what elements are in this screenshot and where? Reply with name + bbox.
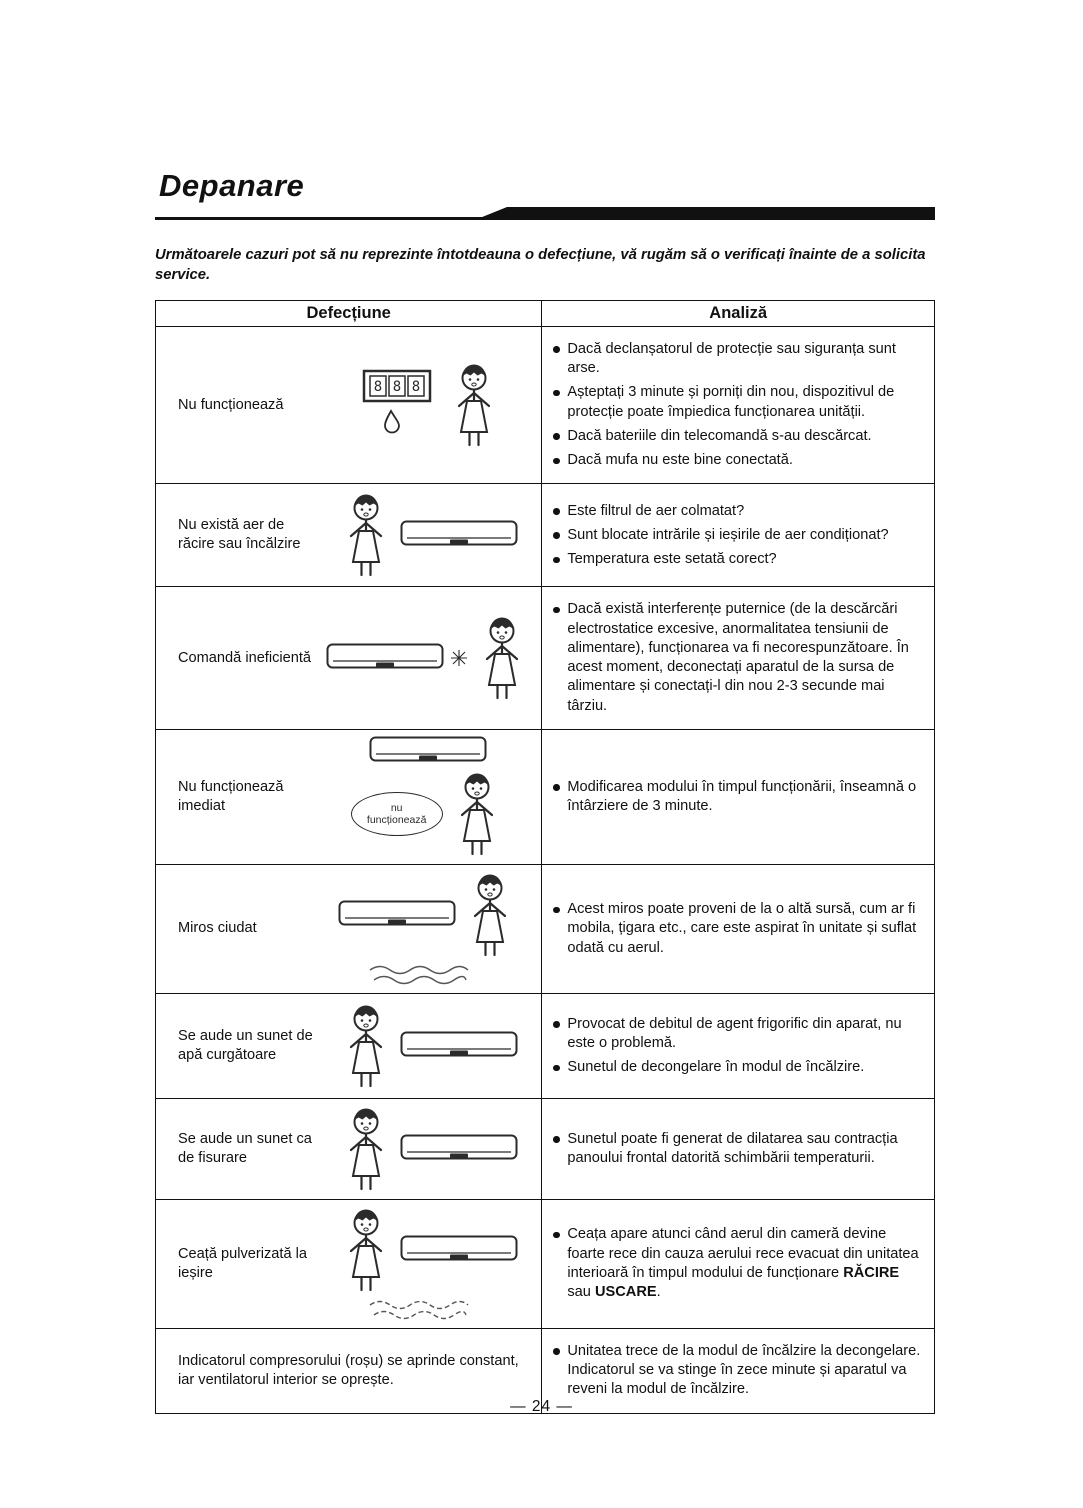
- problem-cell: [156, 1098, 542, 1199]
- analysis-cell: [542, 587, 935, 730]
- problem-label: Nu funcționează: [178, 396, 284, 413]
- svg-text:8: 8: [392, 379, 401, 396]
- odor-waves-icon: [368, 963, 488, 987]
- analysis-list: [548, 778, 924, 817]
- ac-unit-icon: [400, 1134, 518, 1164]
- person-icon: [446, 361, 502, 449]
- analysis-list: [548, 900, 924, 958]
- person-icon: [449, 770, 505, 858]
- table-row: [156, 864, 935, 993]
- analysis-cell: [542, 326, 935, 484]
- analysis-item: Sunetul poate fi generat de dilatarea sau contracția panoului frontal datorită schimbării temperaturii.: [548, 1130, 924, 1169]
- analysis-item: Dacă mufa nu este bine conectată.: [548, 451, 924, 470]
- ac-unit-icon: [400, 520, 518, 550]
- analysis-item: Dacă declanșatorul de protecție sau siguranța sunt arse.: [548, 340, 924, 379]
- analysis-list: [548, 340, 924, 471]
- analysis-cell: [542, 993, 935, 1098]
- analysis-list: [548, 1342, 924, 1400]
- person-icon: [338, 1002, 394, 1090]
- analysis-item: Așteptați 3 minute și porniți din nou, dispozitivul de protecție poate împiedica funcționarea unității.: [548, 383, 924, 422]
- page-title: Depanare: [159, 168, 305, 203]
- problem-label: Ceață pulverizată la ieșire: [178, 1245, 307, 1281]
- analysis-cell: [542, 1098, 935, 1199]
- person-icon: [474, 614, 530, 702]
- title-swoosh: [475, 207, 935, 220]
- mist-spray-icon: [368, 1298, 488, 1322]
- analysis-list: [548, 1015, 924, 1078]
- person-icon: [462, 871, 518, 959]
- analysis-item: Sunetul de decongelare în modul de încălzire.: [548, 1058, 924, 1077]
- problem-label: Se aude un sunet ca de fisurare: [178, 1130, 312, 1166]
- problem-cell: [156, 729, 542, 864]
- table-row: [156, 729, 935, 864]
- analysis-cell: [542, 729, 935, 864]
- analysis-item: Este filtrul de aer colmatat?: [548, 502, 924, 521]
- ac-unit-icon: [326, 643, 444, 673]
- analysis-list: [548, 502, 924, 570]
- analysis-item: Ceața apare atunci când aerul din cameră devine foarte rece din cauza aerului rece evacuat din unitatea interioară în timpul modului de funcționare RĂCIRE sau USCARE.: [548, 1225, 924, 1302]
- analysis-item: Provocat de debitul de agent frigorific din aparat, nu este o problemă.: [548, 1015, 924, 1054]
- table-row: [156, 993, 935, 1098]
- title-underline: [155, 217, 514, 220]
- table-row: [156, 587, 935, 730]
- analysis-list: [548, 600, 924, 716]
- analysis-cell: [542, 864, 935, 993]
- problem-cell: [156, 484, 542, 587]
- column-header-analysis: Analiză: [542, 300, 935, 326]
- ac-unit-icon: [338, 900, 456, 930]
- problem-cell: [156, 993, 542, 1098]
- table-row: [156, 1199, 935, 1328]
- table-row: [156, 484, 935, 587]
- column-header-problem: Defecțiune: [156, 300, 542, 326]
- ac-unit-icon: [400, 1031, 518, 1061]
- problem-label: Se aude un sunet de apă curgătoare: [178, 1027, 313, 1063]
- problem-label: Nu există aer de răcire sau încălzire: [178, 517, 301, 553]
- svg-text:8: 8: [373, 379, 382, 396]
- illustration: [322, 1105, 533, 1193]
- person-icon: [338, 1206, 394, 1294]
- display-unit-icon: [354, 369, 440, 441]
- table-row: [156, 1098, 935, 1199]
- analysis-item: Modificarea modului în timpul funcționării, înseamnă o întârziere de 3 minute.: [548, 778, 924, 817]
- illustration: [322, 871, 533, 987]
- analysis-list: [548, 1130, 924, 1169]
- problem-cell: [156, 326, 542, 484]
- person-icon: [338, 1105, 394, 1193]
- problem-label: Miros ciudat: [178, 920, 257, 937]
- analysis-cell: [542, 1199, 935, 1328]
- troubleshooting-table: [155, 300, 935, 1414]
- title-rule: [155, 207, 935, 220]
- illustration: [322, 614, 533, 702]
- signal-sparkle-icon: [450, 649, 468, 667]
- analysis-item: Unitatea trece de la modul de încălzire la decongelare. Indicatorul se va stinge în zece minute și aparatul va reveni la modul de încălzire.: [548, 1342, 924, 1400]
- problem-cell: [156, 864, 542, 993]
- analysis-list: [548, 1225, 924, 1302]
- illustration: [322, 1206, 533, 1322]
- problem-label: Indicatorul compresorului (roșu) se aprinde constant, iar ventilatorul interior se oprește.: [178, 1352, 519, 1388]
- table-header-row: [156, 300, 935, 326]
- problem-cell: [156, 587, 542, 730]
- problem-label: Comandă ineficientă: [178, 649, 312, 666]
- person-icon: [338, 491, 394, 579]
- svg-text:8: 8: [411, 379, 420, 396]
- analysis-item: Temperatura este setată corect?: [548, 550, 924, 569]
- analysis-item: Dacă există interferențe puternice (de la descărcări electrostatice excesive, anormalitatea tensiunii de alimentare), funcționarea va fi necorespunzătoare. În acest moment, deconectați aparatul de la sursa de alimentare și conectați-l din nou 2-3 secunde mai târziu.: [548, 600, 924, 716]
- illustration: [322, 491, 533, 579]
- analysis-cell: [542, 484, 935, 587]
- illustration: [322, 361, 533, 449]
- ac-unit-icon: [369, 736, 487, 766]
- table-row: [156, 326, 935, 484]
- illustration: [322, 736, 533, 858]
- analysis-item: Dacă bateriile din telecomandă s-au descărcat.: [548, 427, 924, 446]
- analysis-item: Sunt blocate intrările și ieșirile de aer condiționat?: [548, 526, 924, 545]
- speech-bubble: nu funcționează: [351, 792, 443, 836]
- analysis-item: Acest miros poate proveni de la o altă sursă, cum ar fi mobila, țigara etc., care este aspirat în unitate și suflat odată cu aerul.: [548, 900, 924, 958]
- illustration: [322, 1002, 533, 1090]
- problem-cell: [156, 1199, 542, 1328]
- ac-unit-icon: [400, 1235, 518, 1265]
- page-number: — 24 —: [510, 1398, 573, 1415]
- intro-note: Următoarele cazuri pot să nu reprezinte întotdeauna o defecțiune, vă rugăm să o verificați înainte de a solicita service.: [155, 247, 926, 283]
- problem-label: Nu funcționează imediat: [178, 778, 284, 814]
